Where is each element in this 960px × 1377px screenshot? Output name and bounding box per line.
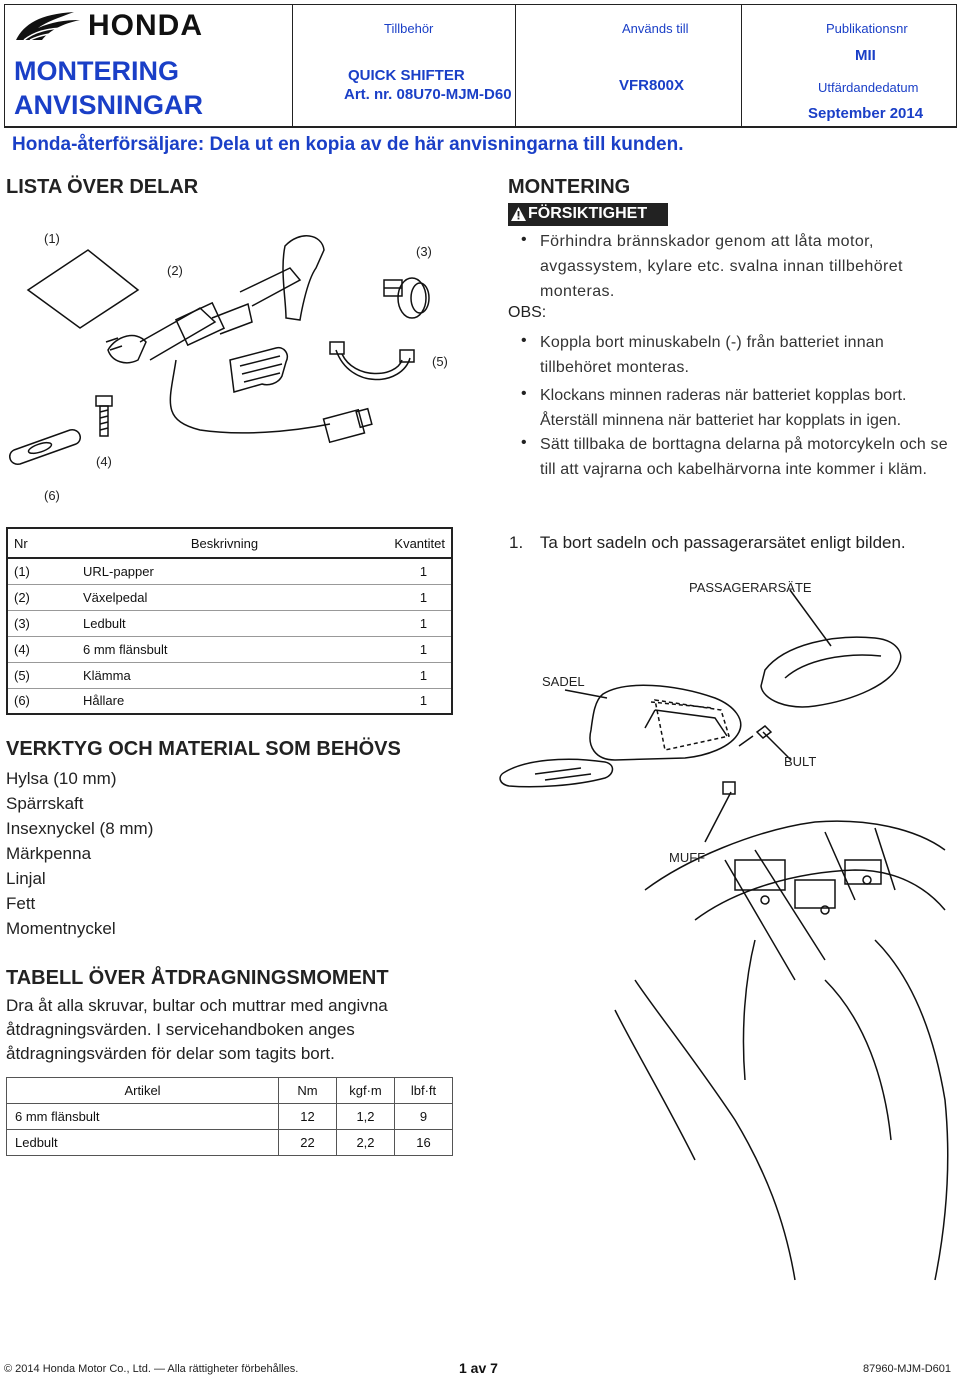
header-quantity: Kvantitet <box>372 528 452 558</box>
row-description: Klämma <box>77 662 372 688</box>
table-row <box>7 558 452 584</box>
list-item: Fett <box>6 894 36 913</box>
row-nr: (5) <box>7 662 77 688</box>
parts-diagram <box>0 210 470 515</box>
row-item: 6 mm flänsbult <box>7 1104 279 1130</box>
row-kgfm: 2,2 <box>337 1130 395 1156</box>
parts-table <box>6 527 453 715</box>
row-lbfft: 9 <box>395 1104 453 1130</box>
seat-removal-figure <box>495 560 955 1350</box>
label-2: (2) <box>167 263 183 278</box>
used-for-label: Används till <box>622 21 689 36</box>
row-quantity: 1 <box>372 662 452 688</box>
obs-text-3: Sätt tillbaka de borttagna delarna på motorcykeln och se till att vajrarna och kabelhärvorna inte kommer i kläm. <box>540 436 948 478</box>
list-item: Insexnyckel (8 mm) <box>6 819 154 838</box>
row-quantity: 1 <box>372 584 452 610</box>
torque-table-header <box>7 1078 453 1104</box>
table-row <box>7 1104 453 1130</box>
list-item: Hylsa (10 mm) <box>6 769 117 788</box>
document-number: 87960-MJM-D601 <box>863 1363 952 1375</box>
header-lbfft: lbf·ft <box>395 1078 453 1104</box>
label-bolt: BULT <box>784 754 817 769</box>
list-item: Linjal <box>6 869 46 888</box>
table-row <box>7 584 452 610</box>
label-seat: SADEL <box>542 674 585 689</box>
row-quantity: 1 <box>372 558 452 584</box>
label-1: (1) <box>44 231 60 246</box>
tools-list <box>6 766 153 941</box>
row-nr: (3) <box>7 610 77 636</box>
warning-triangle-icon <box>511 207 526 221</box>
header-item: Artikel <box>7 1078 279 1104</box>
row-description: Hållare <box>77 688 372 714</box>
accessory-name: QUICK SHIFTER <box>348 67 465 84</box>
install-heading: MONTERING <box>508 176 631 198</box>
row-nm: 22 <box>279 1130 337 1156</box>
list-item: Märkpenna <box>6 844 92 863</box>
obs-text-2: Klockans minnen raderas när batteriet kopplas bort. Återställ minnena när batteriet har kopplats in igen. <box>540 387 907 429</box>
label-3: (3) <box>416 244 432 259</box>
issue-date-value: September 2014 <box>808 105 924 122</box>
row-description: Växelpedal <box>77 584 372 610</box>
table-row <box>7 688 452 714</box>
header-description: Beskrivning <box>77 528 372 558</box>
row-description: Ledbult <box>77 610 372 636</box>
label-collar: MUFF <box>669 850 706 865</box>
title-line-2: ANVISNINGAR <box>14 90 204 120</box>
copyright: © 2014 Honda Motor Co., Ltd. — Alla rättigheter förbehålles. <box>4 1363 299 1375</box>
row-lbfft: 16 <box>395 1130 453 1156</box>
bullet-dot: • <box>521 434 527 451</box>
issue-date-label: Utfärdandedatum <box>818 80 919 95</box>
publication-label: Publikationsnr <box>826 21 908 36</box>
table-row <box>7 636 452 662</box>
label-passenger-seat: PASSAGERARSÄTE <box>689 580 812 595</box>
caution-label: FÖRSIKTIGHET <box>528 205 648 222</box>
obs-text-1: Koppla bort minuskabeln (-) från batteriet innan tillbehöret monteras. <box>540 334 885 376</box>
header-kgfm: kgf·m <box>337 1078 395 1104</box>
torque-heading: TABELL ÖVER ÅTDRAGNINGSMOMENT <box>6 967 389 989</box>
list-item: Momentnyckel <box>6 919 116 938</box>
honda-logo <box>14 10 254 44</box>
dealer-note: Honda-återförsäljare: Dela ut en kopia av de här anvisningarna till kunden. <box>12 134 684 155</box>
bullet-dot: • <box>521 332 527 349</box>
torque-table <box>6 1077 453 1156</box>
row-item: Ledbult <box>7 1130 279 1156</box>
accessory-label: Tillbehör <box>384 21 434 36</box>
parts-heading: LISTA ÖVER DELAR <box>6 176 199 198</box>
row-kgfm: 1,2 <box>337 1104 395 1130</box>
row-description: 6 mm flänsbult <box>77 636 372 662</box>
obs-label: OBS: <box>508 304 547 321</box>
row-nr: (1) <box>7 558 77 584</box>
tools-heading: VERKTYG OCH MATERIAL SOM BEHÖVS <box>6 738 401 760</box>
row-nr: (2) <box>7 584 77 610</box>
step-number: 1. <box>509 533 524 552</box>
table-row <box>7 1130 453 1156</box>
row-nm: 12 <box>279 1104 337 1130</box>
row-nr: (4) <box>7 636 77 662</box>
step-1 <box>509 533 906 553</box>
label-5: (5) <box>432 354 448 369</box>
label-6: (6) <box>44 488 60 503</box>
step-text: Ta bort sadeln och passagerarsätet enligt bilden. <box>539 533 906 552</box>
art-number: Art. nr. 08U70-MJM-D60 <box>344 86 512 103</box>
table-row <box>7 662 452 688</box>
parts-table-header <box>7 528 452 558</box>
row-quantity: 1 <box>372 610 452 636</box>
page-number: 1 av 7 <box>459 1360 498 1376</box>
torque-text: Dra åt alla skruvar, bultar och muttrar med angivna åtdragningsvärden. I servicehandboken anges åtdragningsvärden för delar som tagits bort. <box>6 996 388 1063</box>
title-line-1: MONTERING <box>14 56 179 86</box>
bullet-dot: • <box>521 231 527 248</box>
label-4: (4) <box>96 454 112 469</box>
brand-name: HONDA <box>88 9 203 42</box>
parts-illustration <box>0 210 470 515</box>
used-for-value: VFR800X <box>619 77 685 94</box>
table-row <box>7 610 452 636</box>
row-quantity: 1 <box>372 688 452 714</box>
bullet-dot: • <box>521 385 527 402</box>
header-nm: Nm <box>279 1078 337 1104</box>
document-title <box>14 54 203 122</box>
warning-text: Förhindra brännskador genom att låta motor, avgassystem, kylare etc. svalna innan tillbehöret monteras. <box>540 233 903 300</box>
honda-wing-icon <box>14 10 82 42</box>
row-quantity: 1 <box>372 636 452 662</box>
row-description: URL-papper <box>77 558 372 584</box>
header-nr: Nr <box>7 528 77 558</box>
caution-badge <box>508 203 668 226</box>
list-item: Spärrskaft <box>6 794 84 813</box>
row-nr: (6) <box>7 688 77 714</box>
publication-value: MII <box>855 47 876 64</box>
